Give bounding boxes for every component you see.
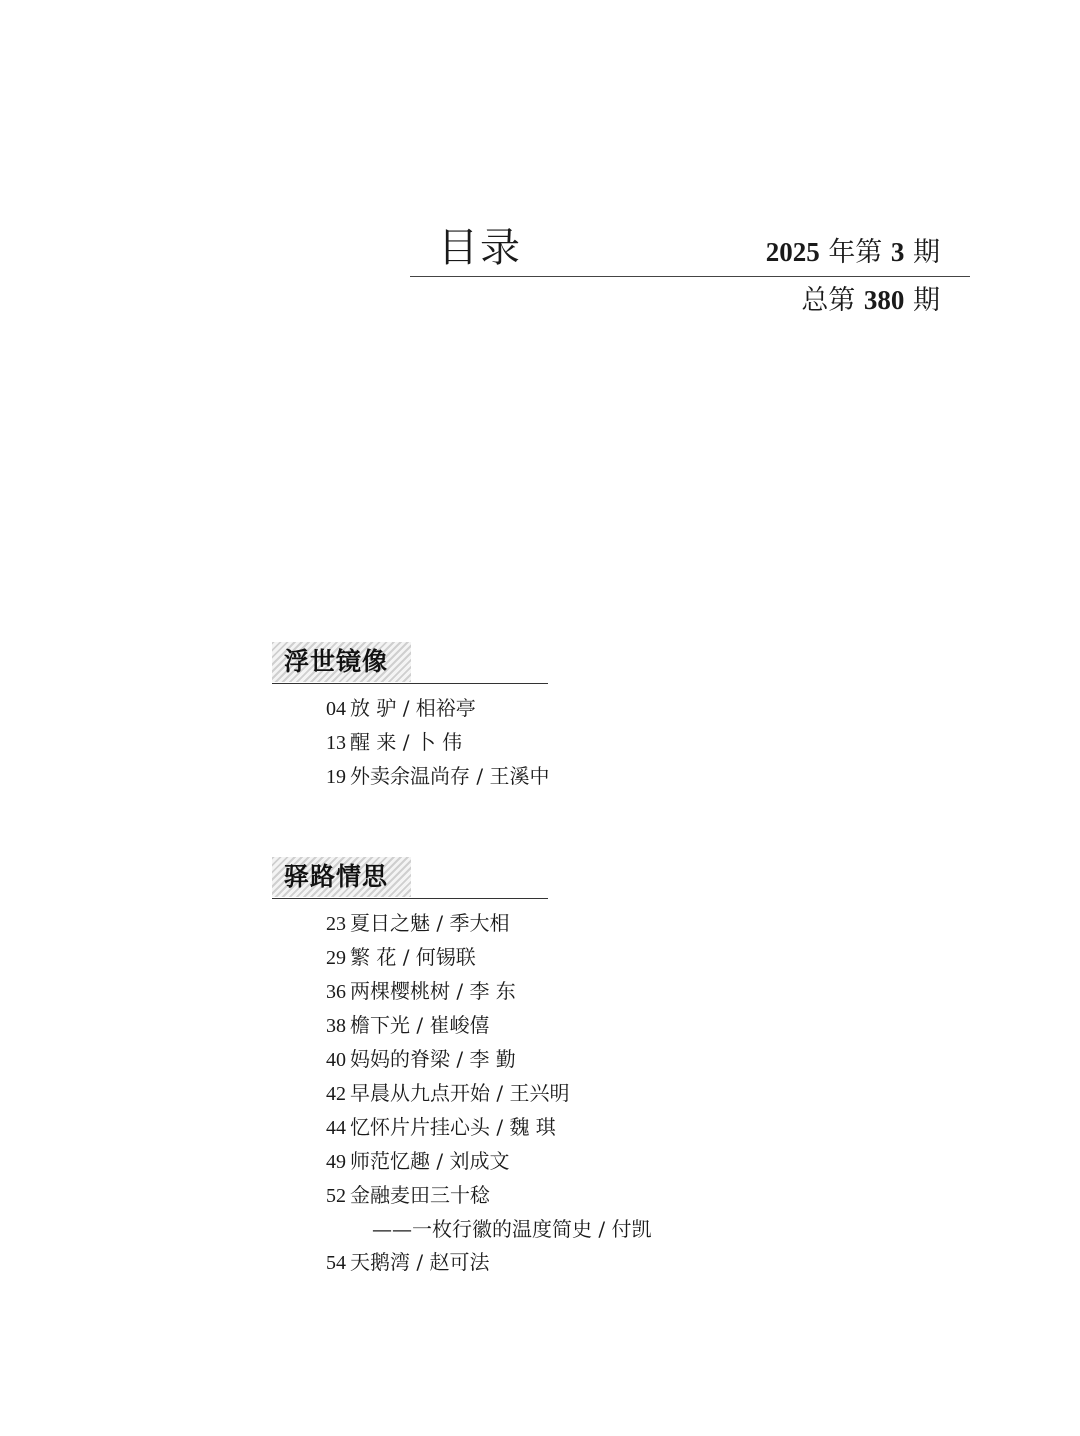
entry-page: 29 <box>326 947 346 969</box>
section-header <box>272 857 692 899</box>
entry-title: 妈妈的脊梁 / 李 勤 <box>350 1047 516 1071</box>
entry-title: 外卖余温尚存 / 王溪中 <box>350 764 550 788</box>
entry-page: 49 <box>326 1151 346 1173</box>
entry-title: 忆怀片片挂心头 / 魏 琪 <box>350 1115 556 1139</box>
entry-title: 夏日之魅 / 季大相 <box>350 911 510 935</box>
entry-page: 13 <box>326 732 346 754</box>
toc-entry[interactable] <box>326 760 692 794</box>
entry-title: 放 驴 / 相裕亭 <box>350 696 476 720</box>
entry-page: 54 <box>326 1252 346 1274</box>
section-label: 驿路情思 <box>272 857 411 897</box>
issue-number: 3 <box>890 237 905 267</box>
entry-page: 42 <box>326 1083 346 1105</box>
section-fushi-jingxiang <box>272 642 692 794</box>
toc-entry[interactable] <box>326 1246 692 1280</box>
toc-entry[interactable] <box>326 907 692 941</box>
entry-page: 36 <box>326 981 346 1003</box>
entry-page: 38 <box>326 1015 346 1037</box>
entry-title: 两棵樱桃树 / 李 东 <box>350 979 516 1003</box>
section-yilu-qingsi <box>272 857 692 1280</box>
entry-title: 天鹅湾 / 赵可法 <box>350 1250 490 1274</box>
toc-entry[interactable] <box>326 692 692 726</box>
total-issue-info <box>801 282 940 319</box>
toc-entry[interactable] <box>326 1145 692 1179</box>
issue-info <box>766 234 940 271</box>
entry-title: 金融麦田三十稔 <box>350 1183 490 1207</box>
toc-entry[interactable] <box>326 1179 692 1246</box>
entry-title: 檐下光 / 崔峻僖 <box>350 1013 490 1037</box>
toc-title: 目录 <box>438 225 522 271</box>
total-number: 380 <box>863 285 905 315</box>
entry-title: 繁 花 / 何锡联 <box>350 945 476 969</box>
toc-entry[interactable] <box>326 941 692 975</box>
issue-year: 2025 <box>765 237 820 267</box>
section-divider <box>272 898 548 899</box>
entry-list <box>272 692 692 794</box>
entry-title: 醒 来 / 卜 伟 <box>350 730 463 754</box>
entry-page: 19 <box>326 766 346 788</box>
entry-list <box>272 907 692 1280</box>
section-header <box>272 642 692 684</box>
section-label: 浮世镜像 <box>272 642 411 682</box>
entry-title: 早晨从九点开始 / 王兴明 <box>350 1081 570 1105</box>
toc-entry[interactable] <box>326 1009 692 1043</box>
toc-entry[interactable] <box>326 1043 692 1077</box>
entry-page: 04 <box>326 698 346 720</box>
entry-page: 40 <box>326 1049 346 1071</box>
toc-entry[interactable] <box>326 1111 692 1145</box>
header-divider <box>410 276 970 277</box>
toc-entry[interactable] <box>326 1077 692 1111</box>
total-prefix: 总第 <box>801 285 856 316</box>
entry-page: 23 <box>326 913 346 935</box>
entry-page: 52 <box>326 1185 346 1207</box>
toc-entry[interactable] <box>326 975 692 1009</box>
entry-page: 44 <box>326 1117 346 1139</box>
entry-title: 师范忆趣 / 刘成文 <box>350 1149 510 1173</box>
issue-year-suffix: 年第 <box>828 237 883 268</box>
total-suffix: 期 <box>913 285 940 316</box>
entry-subtitle: ——一枚行徽的温度简史 / 付凯 <box>372 1217 652 1241</box>
issue-suffix: 期 <box>913 237 940 268</box>
toc-entry[interactable] <box>326 726 692 760</box>
section-divider <box>272 683 548 684</box>
